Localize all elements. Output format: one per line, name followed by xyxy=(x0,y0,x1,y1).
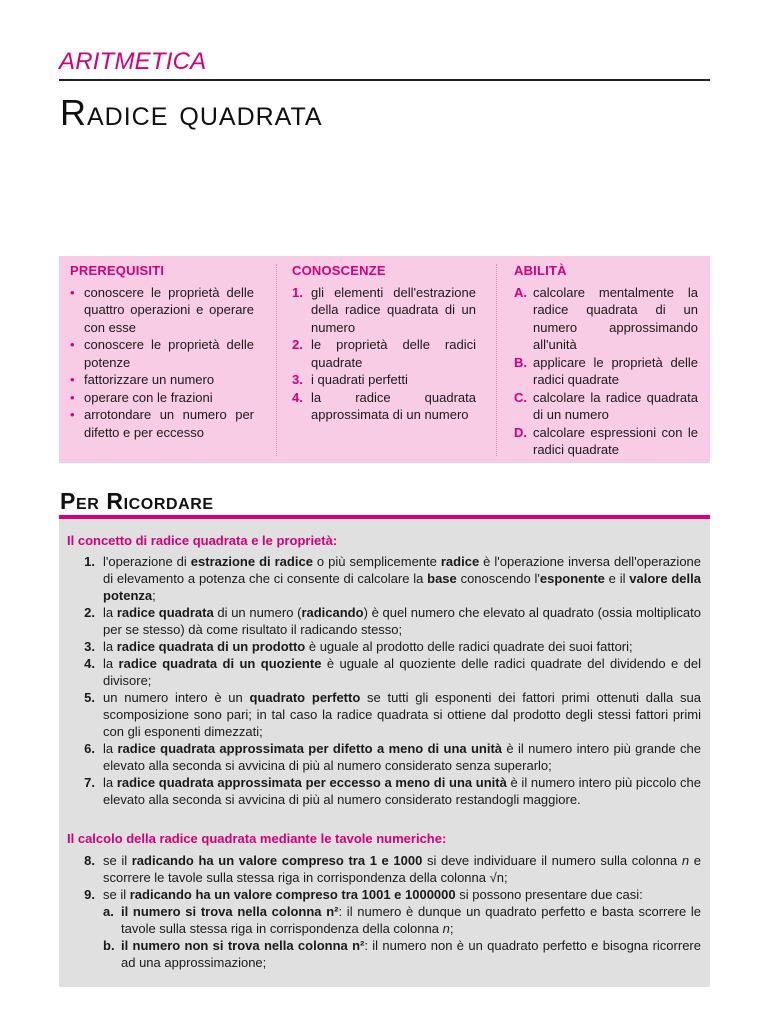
summary-list xyxy=(67,852,701,971)
list-item: 9. se il radicando ha un valore compreso tra 1001 e 1000000 si possono presentare due casi: xyxy=(84,887,643,902)
list-item: D. calcolare espressioni con le radici quadrate xyxy=(514,424,698,457)
bullet-icon: • xyxy=(70,284,75,300)
list-item: 3. i quadrati perfetti xyxy=(292,372,408,387)
list-item: 6. la radice quadrata approssimata per difetto a meno di una unità è il numero intero più grande che elevato alla seconda si avvicina di più al numero considerato senza superarlo; xyxy=(84,741,701,773)
list-item: • fattorizzare un numero xyxy=(70,372,215,387)
list-item: 5. un numero intero è un quadrato perfetto se tutti gli esponenti dei fattori primi ottenuti dalla sua scomposizione sono pari; in tal caso la radice quadrata si ottiene dal prodotto degli stessi fattori primi con gli esponenti dimezzati; xyxy=(84,690,701,739)
bullet-icon: • xyxy=(70,337,75,352)
header-rule xyxy=(59,79,710,81)
list-item: 2. la radice quadrata di un numero (radicando) è quel numero che elevato al quadrato (ossia moltiplicato per se stesso) dà come risultato il radicando stesso; xyxy=(84,605,701,637)
list-item: B. applicare le proprietà delle radici quadrate xyxy=(514,354,698,387)
list-item: 4. la radice quadrata di un quoziente è uguale al quoziente delle radici quadrate del dividendo e del divisore; xyxy=(84,656,702,688)
sub-list-item: b. il numero non si trova nella colonna n²: il numero non è un quadrato perfetto e bisogna ricorrere ad una approssimazione; xyxy=(103,938,701,970)
conoscenze-column xyxy=(292,262,476,424)
sub-list-item: a. il numero si trova nella colonna n²: il numero è dunque un quadrato perfetto e basta scorrere le tavole sulla stessa riga in corrispondenza della colonna n; xyxy=(103,904,701,936)
bullet-icon: • xyxy=(70,372,75,387)
list-item: C. calcolare la radice quadrata di un numero xyxy=(514,389,698,422)
prerequisiti-column xyxy=(70,262,254,441)
list-item: 7. la radice quadrata approssimata per eccesso a meno di una unità è il numero intero più piccolo che elevato alla seconda si avvicina di più al numero considerato restandogli maggiore. xyxy=(84,775,701,807)
prerequisiti-heading: PREREQUISITI xyxy=(70,263,165,278)
abilita-column xyxy=(514,262,698,459)
bullet-icon: • xyxy=(70,407,75,422)
column-divider xyxy=(496,264,497,456)
list-item: 1. gli elementi dell'estrazione della radice quadrata di un numero xyxy=(292,284,476,335)
list-item: • operare con le frazioni xyxy=(70,389,213,405)
list-item: • conoscere le proprietà delle potenze xyxy=(70,337,254,370)
list-item: 1. l'operazione di estrazione di radice o più semplicemente radice è l'operazione inversa dell'operazione di elevamento a potenza che ci consente di calcolare la base conoscendo l'esponente e il valore della potenza; xyxy=(84,554,702,603)
abilita-heading: ABILITÀ xyxy=(514,263,567,278)
page-title: Radice quadrata xyxy=(60,92,323,133)
sqrt-n-symbol: √n xyxy=(489,870,504,885)
column-divider xyxy=(276,264,277,456)
section-heading: Il concetto di radice quadrata e le proprietà: xyxy=(67,533,338,548)
list-item: 8. se il radicando ha un valore compreso tra 1 e 1000 si deve individuare il numero sulla colonna n e scorrere le tavole sulla stessa riga in corrispondenza della colonna √n; xyxy=(84,853,701,885)
list-item: A. calcolare mentalmente la radice quadrata di un numero approssimando all'unità xyxy=(514,284,698,352)
list-item: 4. la radice quadrata approssimata di un numero xyxy=(292,389,476,422)
section-label: ARITMETICA xyxy=(59,48,207,75)
per-ricordare-title: Per Ricordare xyxy=(60,488,214,514)
list-item: • conoscere le proprietà delle quattro operazioni e operare con esse xyxy=(70,284,254,335)
list-item: 2. le proprietà delle radici quadrate xyxy=(292,337,476,370)
objectives-box xyxy=(59,256,710,463)
section-heading: Il calcolo della radice quadrata mediante le tavole numeriche: xyxy=(67,831,447,846)
conoscenze-heading: CONOSCENZE xyxy=(292,263,386,278)
list-item: 3. la radice quadrata di un prodotto è uguale al prodotto delle radici quadrate dei suoi fattori; xyxy=(84,639,633,654)
list-item: • arrotondare un numero per difetto e per eccesso xyxy=(70,407,254,440)
bullet-icon: • xyxy=(70,389,75,405)
summary-list xyxy=(67,553,701,808)
summary-panel xyxy=(59,519,710,987)
